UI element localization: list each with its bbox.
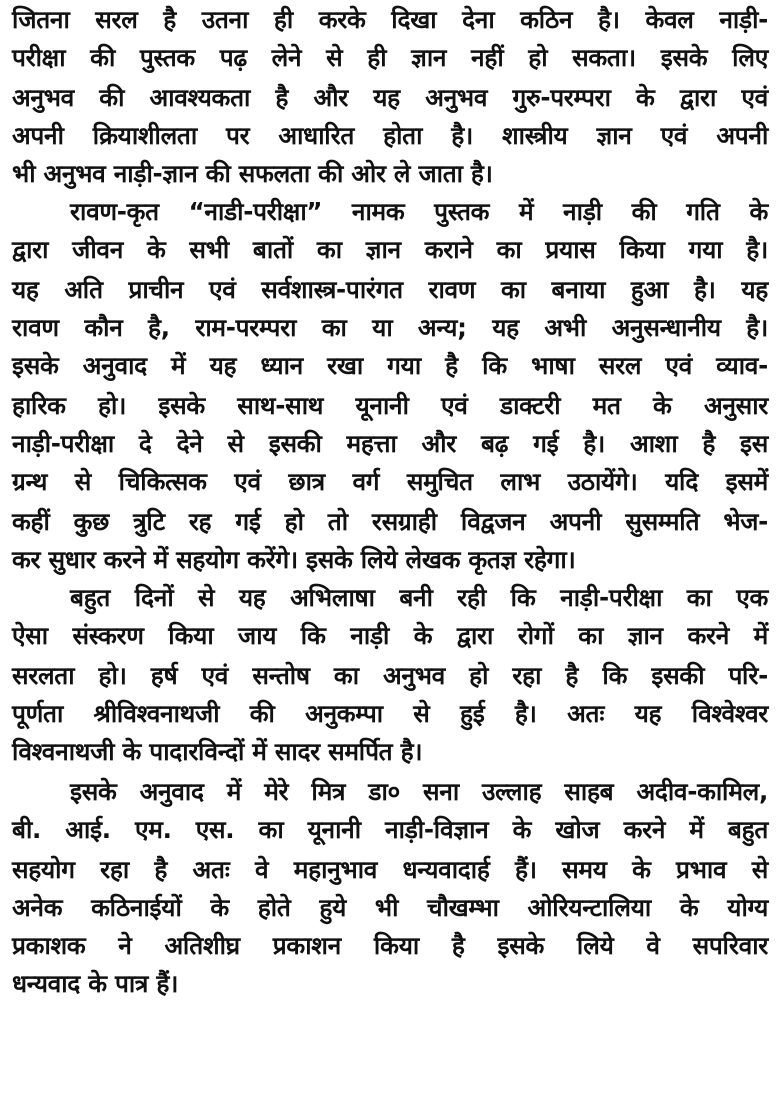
text-line: अनेक कठिनाईयों के होते हुये भी चौखम्भा ओरियन्टालिया के योग्य	[12, 893, 768, 922]
text-line: नाड़ी-परीक्षा दे देने से इसकी महत्ता और बढ़ गई है। आशा है इस	[12, 429, 768, 458]
text-line: कर सुधार करने में सहयोग करेंगे। इसके लिये लेखक कृतज्ञ रहेगा।	[12, 545, 576, 574]
text-line: हारिक हो। इसके साथ-साथ यूनानी एवं डाक्टरी मत के अनुसार	[12, 391, 768, 420]
text-line: यह अति प्राचीन एवं सर्वशास्त्र-पारंगत रावण का बनाया हुआ है। यह	[12, 275, 768, 304]
text-line: अनुभव की आवश्यकता है और यह अनुभव गुरु-परम्परा के द्वारा एवं	[12, 83, 768, 112]
text-line: अपनी क्रियाशीलता पर आधारित होता है। शास्त्रीय ज्ञान एवं अपनी	[12, 121, 768, 150]
text-line: प्रकाशक ने अतिशीघ्र प्रकाशन किया है इसके लिये वे सपरिवार	[12, 931, 768, 960]
text-line: कहीं कुछ त्रुटि रह गई हो तो रसग्राही विद्वजन अपनी सुसम्मति भेज-	[12, 507, 768, 536]
text-line: बहुत दिनों से यह अभिलाषा बनी रही कि नाड़ी-परीक्षा का एक	[70, 583, 768, 612]
text-line: भी अनुभव नाड़ी-ज्ञान की सफलता की ओर ले जाता है।	[12, 159, 493, 188]
text-line: विश्वनाथजी के पादारविन्दों में सादर समर्पित है।	[12, 737, 423, 766]
text-line: ग्रन्थ से चिकित्सक एवं छात्र वर्ग समुचित लाभ उठायेंगे। यदि इसमें	[12, 467, 768, 496]
text-line: इसके अनुवाद में मेरे मित्र डा० सना उल्लाह साहब अदीव-कामिल,	[70, 777, 768, 806]
text-line: जितना सरल है उतना ही करके दिखा देना कठिन है। केवल नाड़ी-	[12, 5, 768, 34]
text-line: बी. आई. एम. एस. का यूनानी नाड़ी-विज्ञान के खोज करने में बहुत	[12, 815, 768, 844]
text-line: परीक्षा की पुस्तक पढ़ लेने से ही ज्ञान नहीं हो सकता। इसके लिए	[12, 43, 768, 72]
text-line: रावण कौन है, राम-परम्परा का या अन्य; यह अभी अनुसन्धानीय है।	[12, 313, 768, 342]
text-line: धन्यवाद के पात्र हैं।	[12, 969, 179, 998]
text-line: ऐसा संस्करण किया जाय कि नाड़ी के द्वारा रोगों का ज्ञान करने में	[12, 621, 768, 650]
text-line: सरलता हो। हर्ष एवं सन्तोष का अनुभव हो रहा है कि इसकी परि-	[12, 661, 768, 690]
text-line: इसके अनुवाद में यह ध्यान रखा गया है कि भाषा सरल एवं व्याव-	[12, 351, 768, 380]
text-line: द्वारा जीवन के सभी बातों का ज्ञान कराने का प्रयास किया गया है।	[12, 235, 768, 264]
text-line: पूर्णता श्रीविश्वनाथजी की अनुकम्पा से हुई है। अतः यह विश्वेश्वर	[12, 699, 768, 728]
text-line: सहयोग रहा है अतः वे महानुभाव धन्यवादार्ह हैं। समय के प्रभाव से	[12, 855, 768, 884]
text-line: रावण-कृत “नाडी-परीक्षा” नामक पुस्तक में नाड़ी की गति के	[70, 197, 768, 226]
